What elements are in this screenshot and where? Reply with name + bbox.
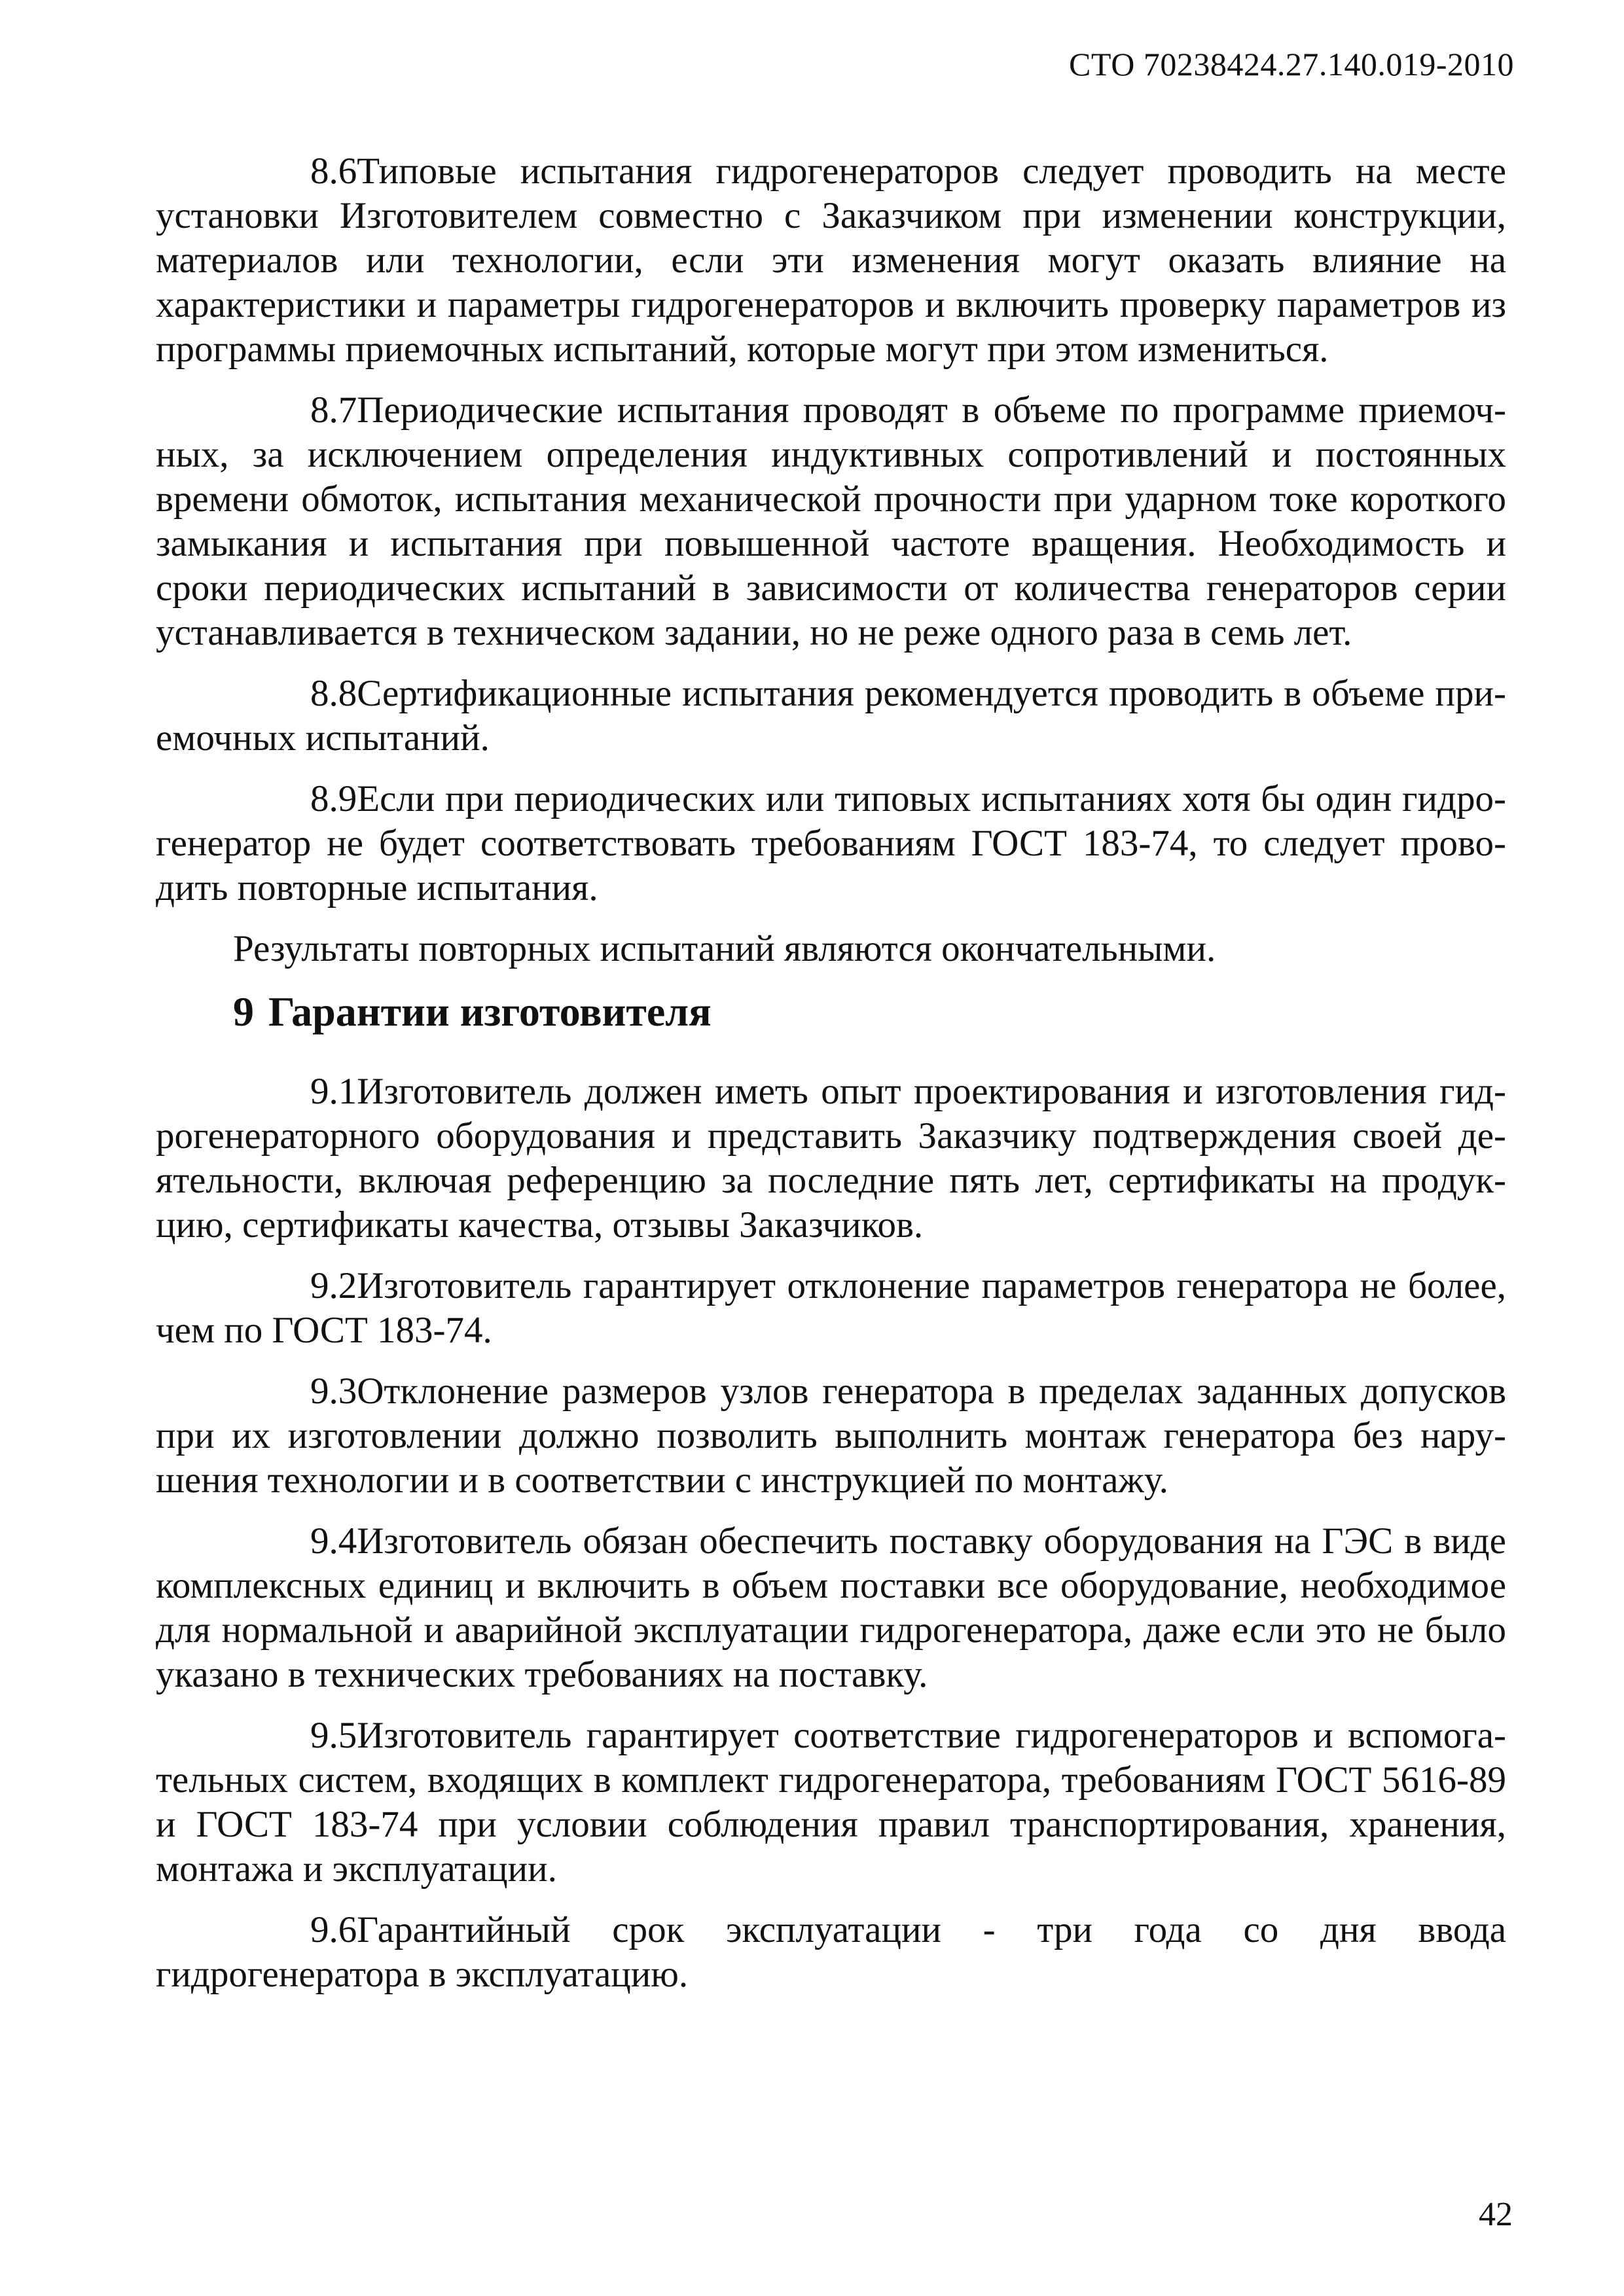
clause-number: 8.8	[310, 673, 357, 714]
clause-number: 8.6	[310, 151, 357, 192]
clause-8-9-note: Результаты повторных испытаний являются окончательными.	[233, 928, 1216, 969]
clause-9-1	[156, 1069, 1506, 1247]
clause-8-7	[156, 388, 1506, 655]
clause-text: Изготовитель гарантирует отклонение параметров генератора не более, чем по ГОСТ 183-74.	[156, 1265, 1506, 1351]
page-number: 42	[1479, 2196, 1513, 2233]
clause-9-2	[156, 1264, 1506, 1353]
clause-number: 9.6	[310, 1909, 357, 1950]
clause-text: Периодические испытания проводят в объеме по программе приемочных, за исключением определения индуктивных сопротивлений и постоянных времени обмоток, испытания механической прочности при ударном токе короткого замыкания и испытания при повышенной частоте вращения. Необходимость и сроки периодических испытаний в зависимости от количества генераторов серии устанавливается в техническом задании, но не реже одного раза в семь лет.	[156, 389, 1506, 653]
clause-number: 9.3	[310, 1371, 357, 1412]
clause-number: 9.4	[310, 1520, 357, 1562]
clause-8-8	[156, 672, 1506, 761]
clause-8-9	[156, 777, 1506, 910]
clause-number: 8.7	[310, 389, 357, 431]
clause-number: 9.5	[310, 1715, 357, 1756]
clause-text: Изготовитель гарантирует соответствие гидрогенераторов и вспомогательных систем, входящих в комплект гидрогенератора, требованиям ГОСТ 5616-89 и ГОСТ 183-74 при условии соблюдения правил транспортирования, хранения, монтажа и эксплуатации.	[156, 1715, 1506, 1890]
section-number: 9	[233, 988, 254, 1035]
section-title: Гарантии изготовителя	[268, 988, 712, 1035]
clause-text: Сертификационные испытания рекомендуется проводить в объеме приемочных испытаний.	[156, 673, 1506, 759]
clause-9-3	[156, 1369, 1506, 1503]
clause-text: Изготовитель обязан обеспечить поставку оборудования на ГЭС в виде комплексных единиц и включить в объем поставки все оборудование, необходимое для нормальной и аварийной эксплуатации гидрогенератора, даже если это не было указано в технических требованиях на поставку.	[156, 1520, 1506, 1695]
clause-text: Отклонение размеров узлов генератора в пределах заданных допусков при их изготовлении должно позволить выполнить монтаж генератора без нарушения технологии и в соответствии с инструкцией по монтажу.	[156, 1371, 1506, 1501]
clause-text: Типовые испытания гидрогенераторов следует проводить на месте установки Изготовителем совместно с Заказчиком при изменении конструкции, материалов или технологии, если эти изменения могут оказать влияние на характеристики и параметры гидрогенераторов и включить проверку параметров из программы приемочных испытаний, которые могут при этом измениться.	[156, 151, 1506, 370]
clause-text: Если при периодических или типовых испытаниях хотя бы один гидрогенератор не будет соответствовать требованиям ГОСТ 183-74, то следует проводить повторные испытания.	[156, 778, 1506, 908]
clause-number: 8.9	[310, 778, 357, 819]
clause-9-6	[156, 1908, 1506, 1997]
clause-number: 9.1	[310, 1071, 357, 1112]
page-content	[156, 149, 1506, 2013]
clause-number: 9.2	[310, 1265, 357, 1306]
section-heading	[233, 988, 1506, 1035]
clause-text: Изготовитель должен иметь опыт проектирования и изготовления гидрогенераторного оборудования и представить Заказчику подтверждения своей деятельности, включая референцию за последние пять лет, сертификаты на продукцию, сертификаты качества, отзывы Заказчиков.	[156, 1071, 1506, 1246]
clause-8-6	[156, 149, 1506, 372]
clause-9-5	[156, 1713, 1506, 1892]
clause-text: Гарантийный срок эксплуатации - три года со дня ввода гидрогенератора в эксплуатацию.	[156, 1909, 1506, 1995]
document-code: СТО 70238424.27.140.019-2010	[1069, 46, 1514, 82]
clause-9-4	[156, 1519, 1506, 1697]
